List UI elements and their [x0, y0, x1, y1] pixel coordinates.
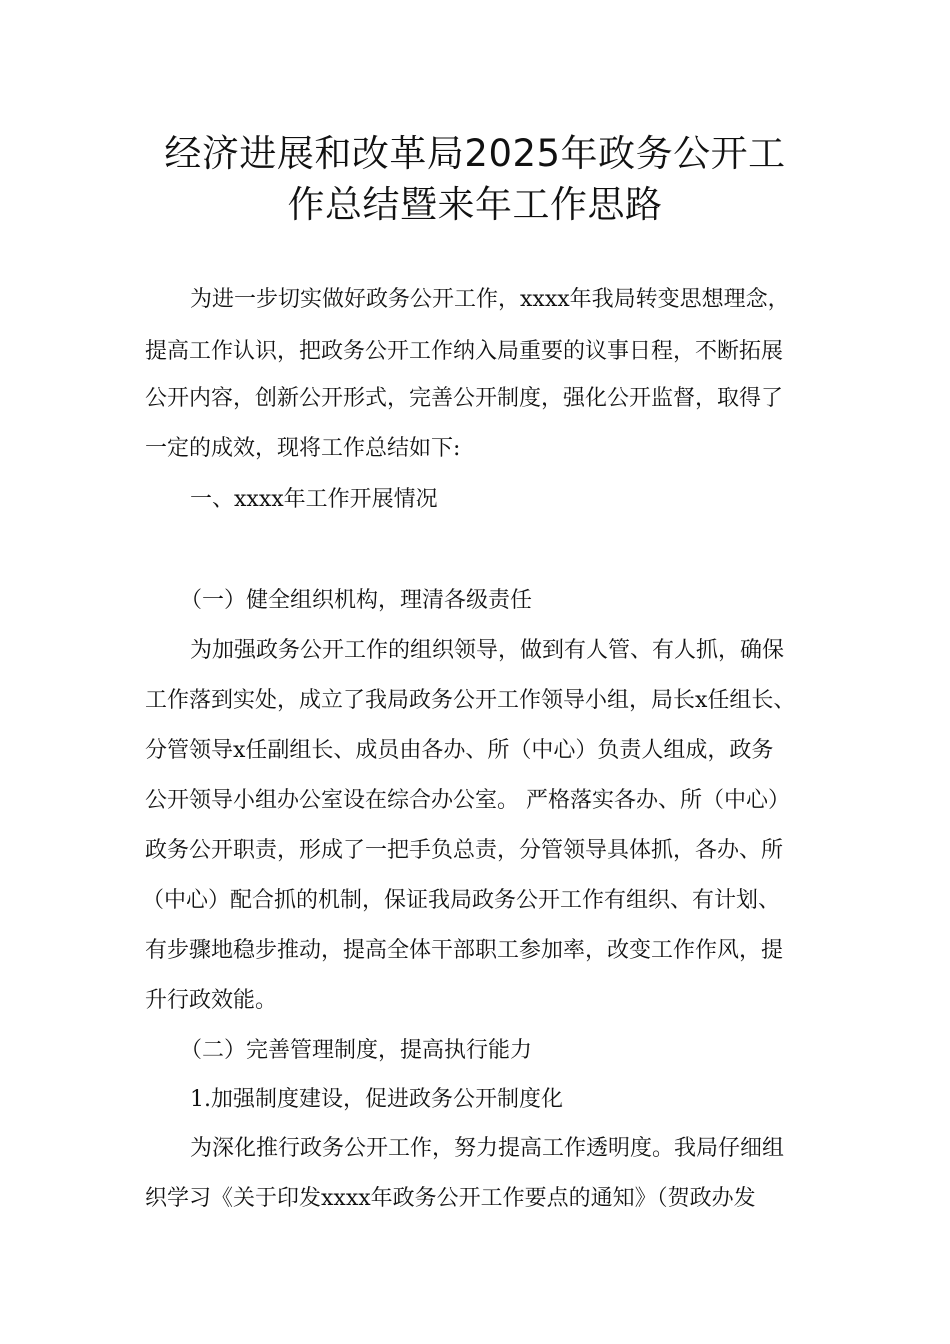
body-text-line: 提高工作认识，把政务公开工作纳入局重要的议事日程，不断拓展	[145, 339, 784, 364]
body-text-line: 一定的成效，现将工作总结如下:	[145, 436, 461, 461]
subsection-heading: （一）健全组织机构，理清各级责任	[180, 588, 533, 613]
body-text-line: 公开领导小组办公室设在综合办公室。 严格落实各办、所（中心）	[145, 788, 790, 813]
body-text-line: 工作落到实处，成立了我局政务公开工作领导小组，局长x任组长、	[145, 688, 796, 713]
body-text-line: 升行政效能。	[145, 988, 278, 1013]
body-text-line: 公开内容，创新公开形式，完善公开制度，强化公开监督，取得了	[145, 386, 784, 411]
body-text-line: 织学习《关于印发xxxx年政务公开工作要点的通知》（贺政办发	[145, 1186, 756, 1211]
body-text-line: 分管领导x任副组长、成员由各办、所（中心）负责人组成，政务	[145, 738, 774, 763]
document-title-line-1: 经济进展和改革局2025年政务公开工	[164, 132, 786, 175]
subsection-heading: （二）完善管理制度，提高执行能力	[180, 1038, 533, 1063]
body-text-line: 有步骤地稳步推动，提高全体干部职工参加率，改变工作作风，提	[145, 938, 784, 963]
body-text-line: 政务公开职责，形成了一把手负总责，分管领导具体抓，各办、所	[145, 838, 784, 863]
body-text-line: 为进一步切实做好政务公开工作，xxxx年我局转变思想理念，	[190, 287, 790, 312]
item-heading: 1.加强制度建设，促进政务公开制度化	[190, 1087, 563, 1112]
body-text-line: （中心）配合抓的机制，保证我局政务公开工作有组织、有计划、	[142, 888, 781, 913]
section-heading: 一、xxxx年工作开展情况	[190, 487, 438, 512]
document-title-line-2: 作总结暨来年工作思路	[287, 183, 663, 226]
body-text-line: 为加强政务公开工作的组织领导，做到有人管、有人抓，确保	[190, 638, 785, 663]
body-text-line: 为深化推行政务公开工作，努力提高工作透明度。我局仔细组	[190, 1136, 785, 1161]
